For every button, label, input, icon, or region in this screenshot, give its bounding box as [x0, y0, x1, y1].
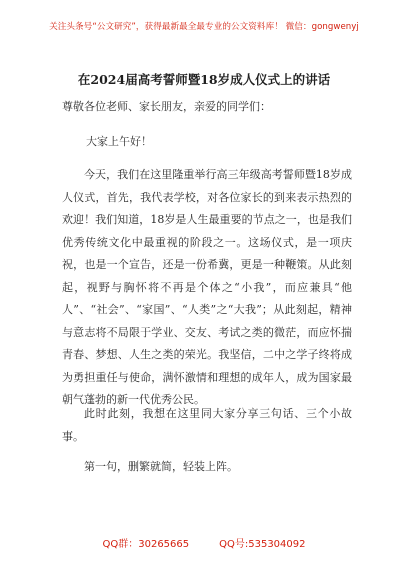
salutation: 尊敬各位老师、家长朋友，亲爱的同学们： [62, 100, 271, 113]
footer-contacts [0, 535, 408, 550]
body-paragraph-1: 今天，我们在这里隆重举行高三年级高考誓师暨18岁成人仪式，首先，我代表学校，对各位家长的到来表示热烈的欢迎！我们知道，18岁是人生最重要的节点之一，也是我们优秀传统文化中最重视的阶段之一。这场仪式，是一项庆祝，也是一个宣告，还是一份希冀，更是一种鞭策。从此刻起，视野与胸怀将不再是个体之“小我”，而应兼具“他人”、“社会”、“家国”、“人类”之“大我”；从此刻起，精神与意志将不局限于学业、交友、考试之类的微茫，而应怀揣青春、梦想、人生之类的荣光。我坚信，二中之学子终将成为勇担重任与使命，满怀激情和理想的成年人，成为国家最朝气蓬勃的新一代优秀公民。 [62, 168, 352, 406]
header-banner: 关注头条号“公文研究”，获得最新最全最专业的公文资料库！ 微信：gongwenyj [49, 22, 359, 32]
footer-qq-number: QQ号:535304092 [219, 539, 306, 550]
footer-qq-group: QQ群：30265665 [102, 539, 190, 550]
body-paragraph-3: 第一句，删繁就简，轻装上阵。 [84, 460, 238, 473]
page-title: 在2024届高考誓师暨18岁成人仪式上的讲话 [77, 72, 331, 87]
greeting: 大家上午好！ [86, 135, 152, 148]
body-paragraph-2: 此时此刻，我想在这里同大家分享三句话、三个小故事。 [62, 407, 352, 443]
